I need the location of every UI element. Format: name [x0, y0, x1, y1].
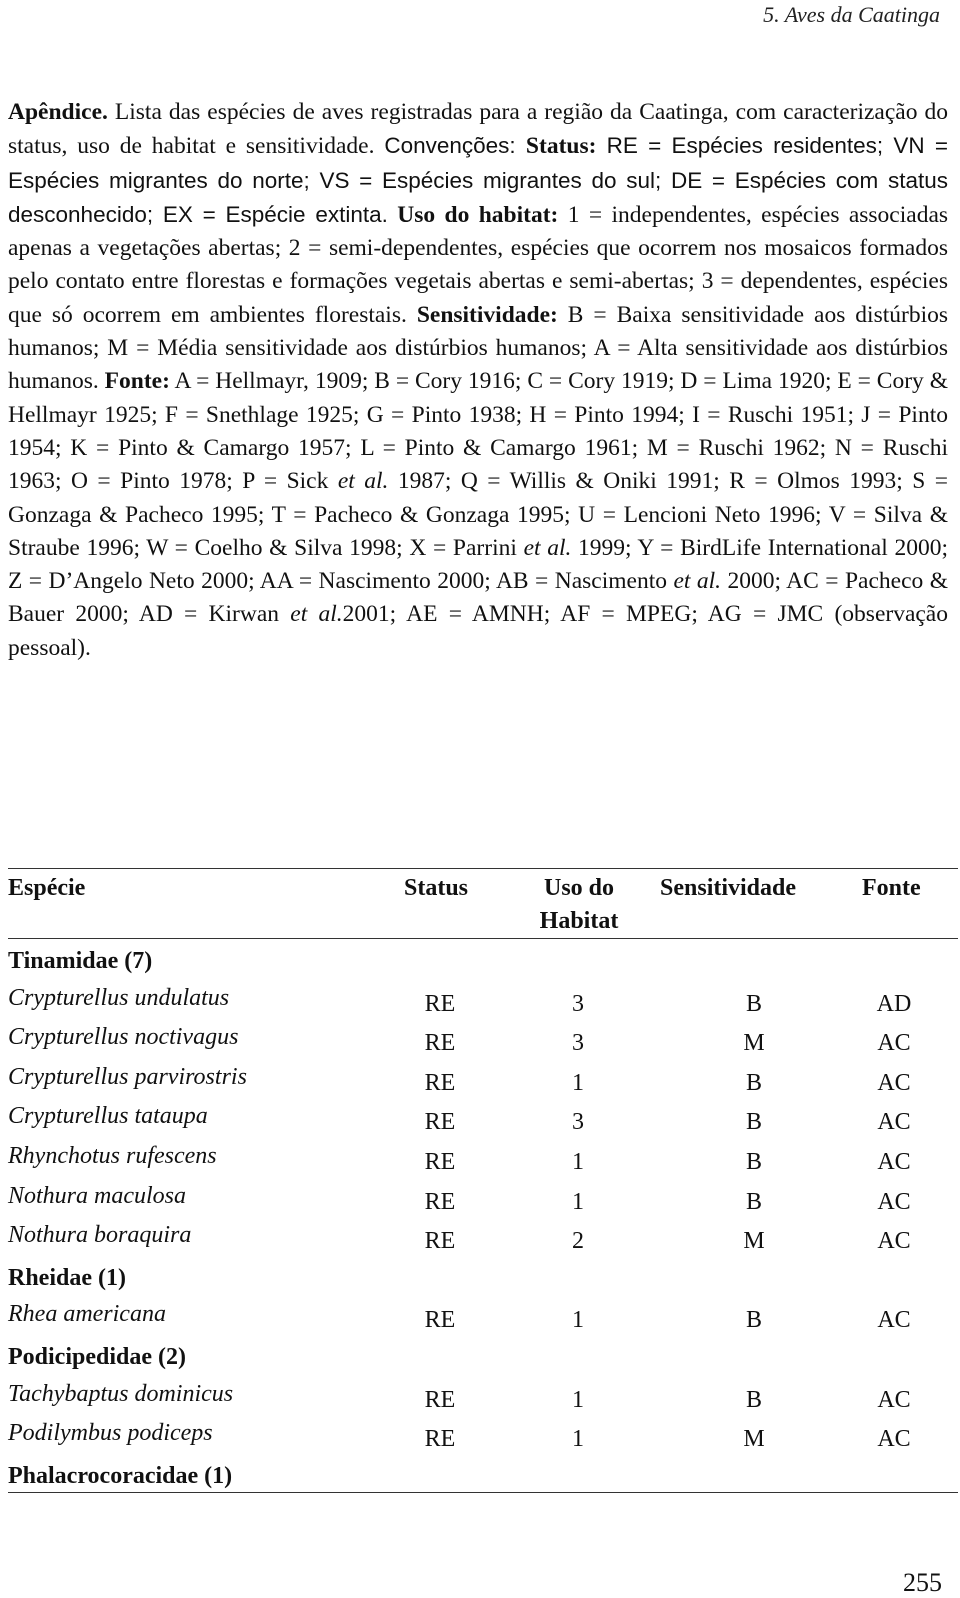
species-name: Nothura boraquira [8, 1222, 192, 1248]
family-row [0, 945, 960, 985]
table-header-rule [8, 938, 958, 939]
et-al-2: et al. [523, 534, 572, 561]
habitat-use-cell: 1 [572, 1149, 584, 1175]
status-cell: RE [424, 1070, 456, 1096]
caption-intro: Lista das espécies de aves registradas para a região da Caatinga, com caracterização do status, uso de habitat e sensitividade. [8, 99, 948, 160]
species-row [0, 1420, 960, 1460]
family-name: Podicipedidae (2) [8, 1344, 186, 1370]
species-row [0, 1381, 960, 1421]
species-name: Tachybaptus dominicus [8, 1381, 234, 1407]
sensitivity-cell: B [745, 1149, 762, 1175]
species-row [0, 1143, 960, 1183]
fonte-label: Fonte: [104, 368, 170, 395]
species-name: Rhea americana [8, 1301, 166, 1327]
header-uso-line2: Habitat [539, 908, 619, 934]
species-row [0, 1064, 960, 1104]
sensitivity-cell: M [743, 1030, 765, 1056]
habitat-use-cell: 1 [572, 1307, 584, 1333]
species-row [0, 1301, 960, 1341]
status-cell: RE [424, 1228, 456, 1254]
sensitivity-cell: B [745, 1070, 762, 1096]
header-status: Status [404, 875, 469, 901]
species-name: Rhynchotus rufescens [8, 1143, 217, 1169]
status-cell: RE [424, 1030, 456, 1056]
sensitivity-cell: M [743, 1426, 765, 1452]
sensitivity-cell: B [745, 1307, 762, 1333]
fonte-text-3: 1999; Y = BirdLife International 2000; Z = D’Angelo Neto 2000; AA = Nascimento 2000; AB = Nascimento [8, 534, 948, 595]
caption-lead: Apêndice. [8, 99, 108, 125]
species-row [0, 985, 960, 1025]
sensitivity-cell: B [745, 1109, 762, 1135]
family-name: Rheidae (1) [8, 1265, 126, 1291]
et-al-4: et al. [290, 601, 343, 628]
sensitivity-cell: M [743, 1228, 765, 1254]
status-cell: RE [424, 1387, 456, 1413]
et-al-1: et al. [337, 468, 389, 495]
fonte-text-4: 2000; AC = Pacheco & Bauer 2000; AD = Kirwan [8, 568, 948, 628]
status-cell: RE [424, 1109, 456, 1135]
sensitivity-cell: B [745, 1189, 762, 1215]
fonte-cell: AC [877, 1426, 911, 1452]
fonte-cell: AC [877, 1189, 911, 1215]
header-species: Espécie [8, 875, 86, 901]
header-sensitivity: Sensitividade [660, 875, 797, 901]
header-uso-habitat [530, 872, 628, 938]
species-name: Crypturellus undulatus [8, 985, 230, 1011]
habitat-label: Uso do habitat: [397, 201, 559, 228]
habitat-use-cell: 1 [572, 1387, 584, 1413]
table-bottom-rule [8, 1492, 958, 1493]
family-row [0, 1262, 960, 1302]
appendix-caption [8, 96, 948, 665]
habitat-use-cell: 3 [572, 991, 584, 1017]
family-name: Tinamidae (7) [8, 948, 153, 974]
caption-conventions-label: Convenções: [384, 133, 526, 159]
species-row [0, 1222, 960, 1262]
species-name: Crypturellus parvirostris [8, 1064, 247, 1090]
sensitivity-cell: B [745, 991, 762, 1017]
fonte-cell: AC [877, 1109, 911, 1135]
status-label: Status: [525, 133, 597, 160]
species-name: Podilymbus podiceps [8, 1420, 213, 1446]
habitat-definitions: 1 = independentes, espécies associadas apenas a vegetações abertas; 2 = semi-dependentes, espécies que ocorrem nos mosaicos formados pelo contato entre florestas e formações vegetais abertas e semi-abertas; 3 = dependentes, espécies que só ocorrem em ambientes florestais. [8, 201, 949, 328]
fonte-cell: AC [877, 1149, 911, 1175]
sensitivity-definitions: B = Baixa sensitividade aos distúrbios humanos; M = Média sensitividade aos distúrbios humanos; A = Alta sensitividade aos distúrbios humanos. [8, 301, 949, 395]
running-header: 5. Aves da Caatinga [763, 2, 940, 27]
species-name: Crypturellus tataupa [8, 1103, 208, 1129]
status-cell: RE [424, 1307, 456, 1333]
table-top-rule [8, 868, 958, 869]
fonte-text-2: 1987; Q = Willis & Oniki 1991; R = Olmos 1993; S = Gonzaga & Pacheco 1995; T = Pacheco & Gonzaga 1995; U = Lencioni Neto 1996; V = Silva & Straube 1996; W = Coelho & Silva 1998; X = Parrini [8, 468, 949, 561]
species-name: Nothura maculosa [8, 1183, 187, 1209]
family-row [0, 1460, 960, 1500]
habitat-use-cell: 2 [572, 1228, 584, 1254]
habitat-use-cell: 1 [572, 1426, 584, 1452]
family-name: Phalacrocoracidae (1) [8, 1463, 233, 1489]
sensitivity-label: Sensitividade: [416, 301, 558, 328]
fonte-text-5: 2001; AE = AMNH; AF = MPEG; AG = JMC (observação pessoal). [8, 601, 948, 661]
fonte-text-1: A = Hellmayr, 1909; B = Cory 1916; C = Cory 1919; D = Lima 1920; E = Cory & Hellmayr 1925; F = Snethlage 1925; G = Pinto 1938; H = Pinto 1994; I = Ruschi 1951; J = Pinto 1954; K = Pinto & Camargo 1957; L = Pinto & Camargo 1961; M = Ruschi 1962; N = Ruschi 1963; O = Pinto 1978; P = Sick [8, 368, 948, 495]
status-definitions: RE = Espécies residentes; VN = Espécies migrantes do norte; VS = Espécies migrantes do sul; DE = Espécies com status desconhecido; EX = Espécie extinta. [8, 133, 948, 227]
header-uso-line1: Uso do [543, 875, 615, 901]
status-cell: RE [424, 991, 456, 1017]
habitat-use-cell: 1 [572, 1189, 584, 1215]
species-row [0, 1024, 960, 1064]
status-cell: RE [424, 1189, 456, 1215]
species-name: Crypturellus noctivagus [8, 1024, 239, 1050]
status-cell: RE [424, 1426, 456, 1452]
fonte-cell: AC [877, 1387, 911, 1413]
species-row [0, 1103, 960, 1143]
habitat-use-cell: 3 [572, 1109, 584, 1135]
sensitivity-cell: B [745, 1387, 762, 1413]
fonte-cell: AC [877, 1228, 911, 1254]
family-row [0, 1341, 960, 1381]
fonte-cell: AC [877, 1307, 911, 1333]
fonte-cell: AC [877, 1070, 911, 1096]
page-number: 255 [903, 1568, 942, 1597]
habitat-use-cell: 1 [572, 1070, 584, 1096]
habitat-use-cell: 3 [572, 1030, 584, 1056]
et-al-3: et al. [673, 568, 722, 595]
status-cell: RE [424, 1149, 456, 1175]
fonte-cell: AC [877, 1030, 911, 1056]
species-row [0, 1183, 960, 1223]
fonte-cell: AD [876, 991, 912, 1017]
header-fonte: Fonte [862, 875, 921, 901]
